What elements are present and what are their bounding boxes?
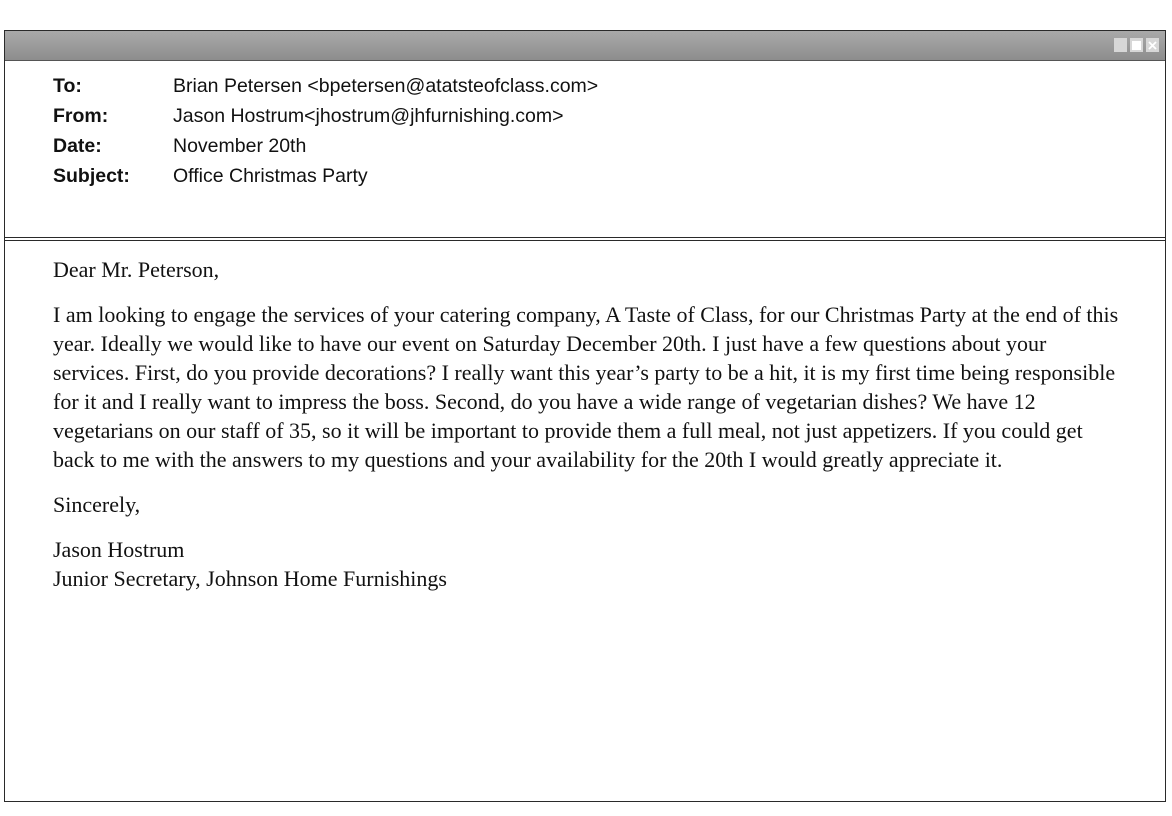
to-label: To:	[53, 75, 82, 97]
subject-value: Office Christmas Party	[173, 165, 368, 187]
from-row	[53, 101, 1165, 131]
closing: Sincerely,	[53, 492, 141, 517]
signature	[53, 535, 1125, 593]
email-headers	[5, 61, 1165, 237]
subject-row	[53, 161, 1165, 191]
from-value: Jason Hostrum<jhostrum@jhfurnishing.com>	[173, 105, 564, 127]
title-bar[interactable]	[5, 31, 1165, 61]
window-controls	[1114, 38, 1159, 52]
maximize-icon	[1132, 41, 1141, 50]
subject-label: Subject:	[53, 165, 130, 187]
signature-title: Junior Secretary, Johnson Home Furnishings	[53, 566, 447, 591]
close-icon	[1148, 41, 1157, 50]
maximize-button[interactable]	[1130, 38, 1143, 52]
email-window	[4, 30, 1166, 802]
minimize-icon	[1116, 41, 1125, 50]
to-value: Brian Petersen <bpetersen@atatsteofclass.com>	[173, 75, 599, 97]
date-value: November 20th	[173, 135, 307, 157]
close-button[interactable]	[1146, 38, 1159, 52]
minimize-button[interactable]	[1114, 38, 1127, 52]
date-row	[53, 131, 1165, 161]
signature-name: Jason Hostrum	[53, 537, 185, 562]
to-row	[53, 71, 1165, 101]
message-paragraph: I am looking to engage the services of your catering company, A Taste of Class, for our Christmas Party at the end of this year. Ideally we would like to have our event on Saturday December 20th. I just have a few questions about your services. First, do you provide decorations? I really want this year’s party to be a hit, it is my first time being responsible for it and I really want to impress the boss. Second, do you have a wide range of vegetarian dishes? We have 12 vegetarians on our staff of 35, so it will be important to provide them a full meal, not just appetizers. If you could get back to me with the answers to my questions and your availability for the 20th I would greatly appreciate it.	[53, 302, 1119, 472]
date-label: Date:	[53, 135, 102, 157]
greeting: Dear Mr. Peterson,	[53, 257, 220, 282]
message-body	[5, 241, 1165, 593]
from-label: From:	[53, 105, 109, 127]
